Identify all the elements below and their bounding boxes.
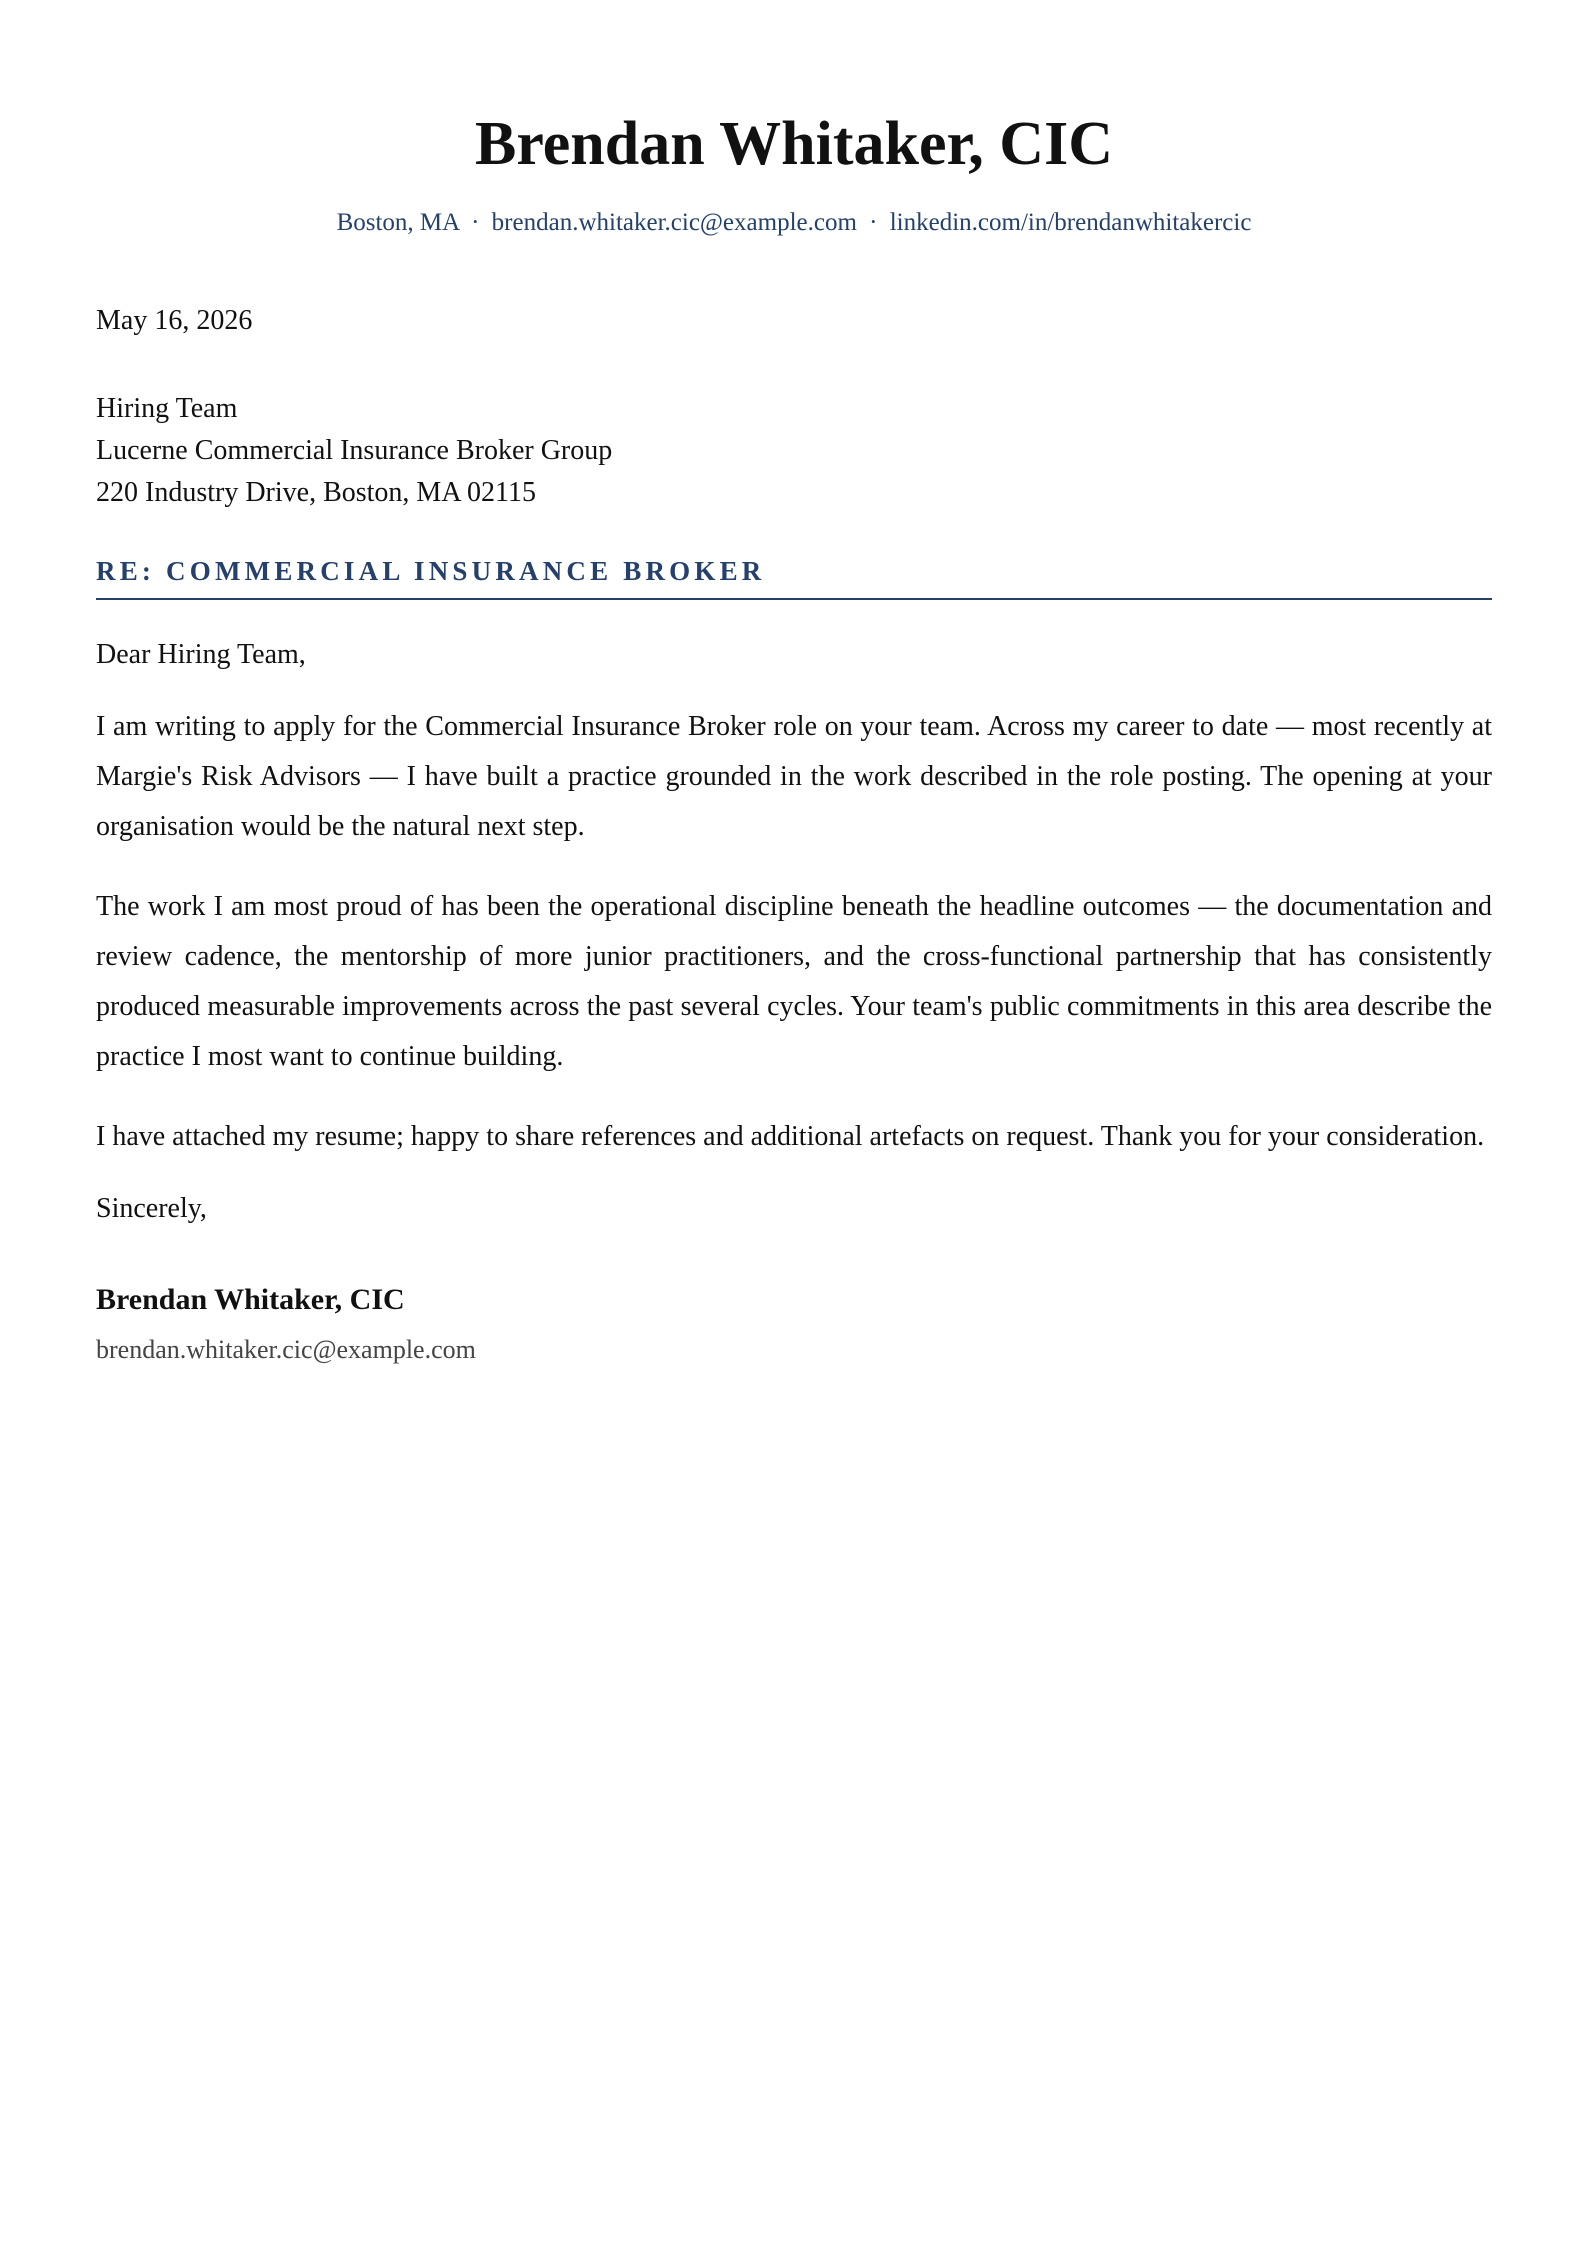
- signature-name: Brendan Whitaker, CIC: [96, 1283, 405, 1316]
- signature-email: brendan.whitaker.cic@example.com: [96, 1335, 476, 1364]
- contact-linkedin-link[interactable]: linkedin.com/in/brendanwhitakercic: [889, 209, 1252, 236]
- contact-location: Boston, MA: [336, 209, 459, 236]
- salutation: Dear Hiring Team,: [96, 639, 306, 670]
- recipient-address: 220 Industry Drive, Boston, MA 02115: [96, 477, 536, 508]
- applicant-name: Brendan Whitaker, CIC: [475, 110, 1113, 178]
- recipient-block: [96, 388, 1492, 514]
- contact-line: [96, 208, 1492, 238]
- body-paragraph: I have attached my resume; happy to share references and additional artefacts on request. Thank you for your consideration.: [96, 1121, 1485, 1152]
- body-paragraph: The work I am most proud of has been the operational discipline beneath the headline outcomes — the documentation and review cadence, the mentorship of more junior practitioners, and the cross-functional partnership that has consistently produced measurable improvements across the past several cycles. Your team's public commitments in this area describe the practice I most want to continue building.: [96, 891, 1492, 1072]
- body-paragraph: I am writing to apply for the Commercial Insurance Broker role on your team. Across my career to date — most recently at Margie's Risk Advisors — I have built a practice grounded in the work described in the role posting. The opening at your organisation would be the natural next step.: [96, 711, 1492, 842]
- contact-separator: ·: [471, 209, 480, 236]
- contact-separator: ·: [869, 209, 878, 236]
- letter-date: May 16, 2026: [96, 305, 253, 336]
- recipient-company: Lucerne Commercial Insurance Broker Group: [96, 435, 613, 466]
- closing: Sincerely,: [96, 1193, 207, 1224]
- subject-heading: RE: COMMERCIAL INSURANCE BROKER: [96, 554, 1492, 600]
- contact-email-link[interactable]: brendan.whitaker.cic@example.com: [491, 209, 857, 236]
- recipient-team: Hiring Team: [96, 393, 238, 424]
